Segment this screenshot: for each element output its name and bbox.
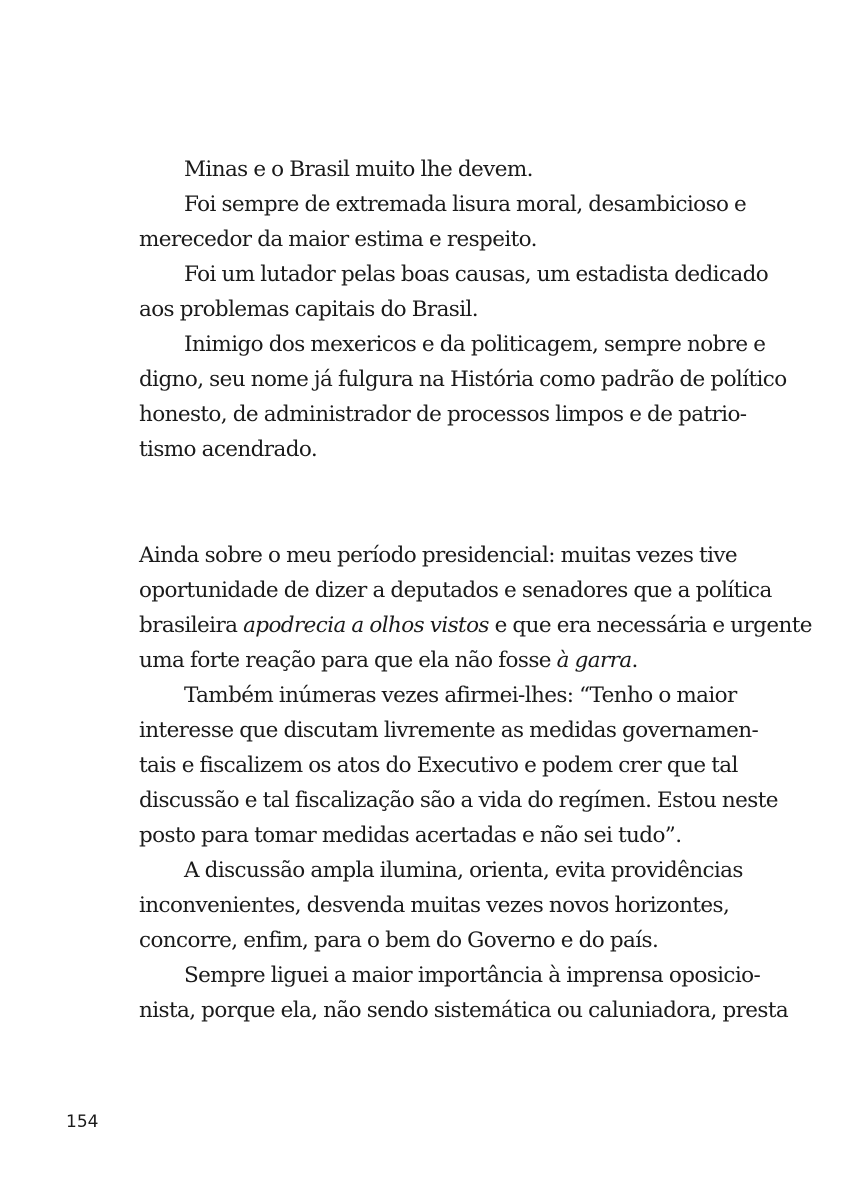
text-line: tismo acendrado. — [139, 437, 318, 462]
text-line: Foi um lutador pelas boas causas, um estadista dedicado — [184, 262, 769, 287]
text-line: Foi sempre de extremada lisura moral, desambicioso e — [184, 192, 747, 217]
page-number: 154 — [66, 1112, 99, 1132]
paragraph-block-tribute — [139, 152, 787, 467]
text-line: posto para tomar medidas acertadas e não sei tudo”. — [139, 823, 682, 848]
text-line-with-italic — [139, 643, 724, 678]
text-line: oportunidade de dizer a deputados e senadores que a política — [139, 578, 772, 603]
text-segment: uma forte reação para que ela não fosse — [139, 648, 557, 673]
text-segment: e que era necessária e urgente — [488, 613, 812, 638]
text-line: discussão e tal fiscalização são a vida do regímen. Estou neste — [139, 788, 778, 813]
italic-phrase: à garra — [556, 648, 632, 673]
text-line: interesse que discutam livremente as medidas governamen- — [139, 718, 759, 743]
text-line: Minas e o Brasil muito lhe devem. — [184, 157, 533, 182]
text-line: A discussão ampla ilumina, orienta, evita providências — [184, 858, 743, 883]
text-line: inconvenientes, desvenda muitas vezes novos horizontes, — [139, 893, 730, 918]
text-segment: brasileira — [139, 613, 244, 638]
text-line: aos problemas capitais do Brasil. — [139, 297, 479, 322]
italic-phrase: apodrecia a olhos vistos — [243, 613, 489, 638]
text-line: concorre, enfim, para o bem do Governo e do país. — [139, 928, 659, 953]
text-line: tais e fiscalizem os atos do Executivo e podem crer que tal — [139, 753, 738, 778]
text-line-with-italic — [139, 608, 812, 643]
paragraph-block-presidency — [139, 538, 812, 1028]
text-segment: . — [631, 648, 638, 673]
text-line: Também inúmeras vezes afirmei-lhes: “Tenho o maior — [184, 683, 737, 708]
text-line: Sempre liguei a maior importância à imprensa oposicio- — [184, 963, 761, 988]
text-line: digno, seu nome já fulgura na História como padrão de político — [139, 367, 787, 392]
text-line: nista, porque ela, não sendo sistemática ou caluniadora, presta — [139, 998, 789, 1023]
text-line: Ainda sobre o meu período presidencial: muitas vezes tive — [139, 543, 738, 568]
text-line: honesto, de administrador de processos limpos e de patrio- — [139, 402, 747, 427]
text-line: Inimigo dos mexericos e da politicagem, sempre nobre e — [184, 332, 766, 357]
text-line: merecedor da maior estima e respeito. — [139, 227, 537, 252]
